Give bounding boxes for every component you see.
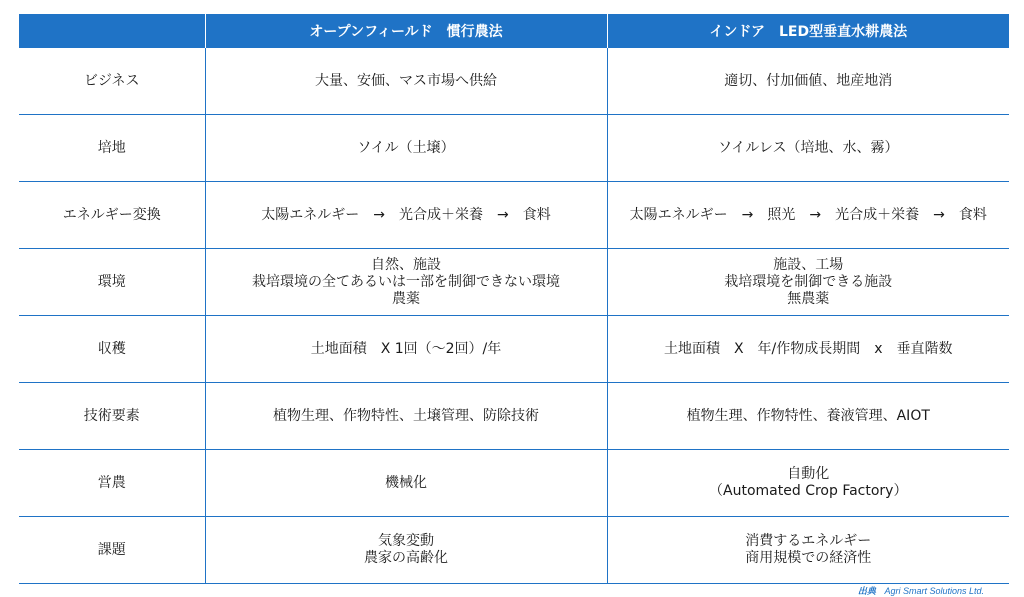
header-open-field: オープンフィールド 慣行農法: [205, 14, 607, 48]
cell-line: ソイルレス（培地、水、霧）: [717, 139, 899, 156]
cell-line: 植物生理、作物特性、土壌管理、防除技術: [273, 407, 539, 424]
open-field-cell: [205, 316, 607, 383]
table-row: [19, 249, 1009, 316]
row-label: 技術要素: [19, 383, 205, 450]
table-body: [19, 48, 1009, 584]
row-label: 培地: [19, 115, 205, 182]
open-field-cell: [205, 48, 607, 115]
cell-line: 土地面積 X 年/作物成長期間 x 垂直階数: [663, 340, 953, 357]
cell-line: 農薬: [392, 290, 420, 307]
cell-line: 自然、施設: [371, 256, 441, 273]
table-row: [19, 115, 1009, 182]
open-field-cell: [205, 182, 607, 249]
table-row: [19, 182, 1009, 249]
open-field-cell: [205, 450, 607, 517]
open-field-cell: [205, 383, 607, 450]
cell-line: 消費するエネルギー: [745, 533, 872, 549]
cell-line: 太陽エネルギー → 光合成＋栄養 → 食料: [261, 206, 551, 223]
cell-line: 無農薬: [787, 290, 830, 307]
indoor-led-cell: [607, 249, 1009, 316]
indoor-led-cell: [607, 115, 1009, 182]
open-field-cell: [205, 517, 607, 584]
table-row: [19, 48, 1009, 115]
cell-line: （Automated Crop Factory）: [709, 483, 908, 499]
cell-line: 施設、工場: [773, 256, 844, 273]
cell-line: 大量、安価、マス市場へ供給: [315, 72, 497, 89]
cell-line: 自動化: [787, 466, 830, 482]
open-field-cell: [205, 115, 607, 182]
cell-line: 栽培環境の全てあるいは一部を制御できない環境: [252, 273, 560, 290]
table-row: [19, 450, 1009, 517]
indoor-led-cell: [607, 517, 1009, 584]
row-label: 環境: [19, 249, 205, 316]
row-label: 営農: [19, 450, 205, 517]
cell-line: 機械化: [385, 474, 427, 491]
table-row: [19, 517, 1009, 584]
cell-line: 商用規模での経済性: [745, 550, 872, 566]
table-row: [19, 316, 1009, 383]
source-text: Agri Smart Solutions Ltd.: [884, 586, 984, 596]
row-label: エネルギー変換: [19, 182, 205, 249]
row-label: 課題: [19, 517, 205, 584]
comparison-table: [19, 14, 1009, 584]
header-empty: [19, 14, 205, 48]
source-credit: [858, 584, 984, 597]
cell-line: 栽培環境を制御できる施設: [724, 273, 893, 290]
cell-line: 農家の高齢化: [364, 550, 448, 566]
source-label: 出典: [857, 586, 876, 596]
indoor-led-cell: [607, 383, 1009, 450]
indoor-led-cell: [607, 182, 1009, 249]
open-field-cell: [205, 249, 607, 316]
cell-line: ソイル（土壌）: [357, 139, 455, 156]
cell-line: 適切、付加価値、地産地消: [724, 72, 893, 89]
indoor-led-cell: [607, 48, 1009, 115]
table-row: [19, 383, 1009, 450]
header-row: [19, 14, 1009, 48]
cell-line: 植物生理、作物特性、養液管理、AIOT: [686, 407, 930, 424]
indoor-led-cell: [607, 316, 1009, 383]
row-label: 収穫: [19, 316, 205, 383]
cell-line: 気象変動: [378, 533, 434, 549]
row-label: ビジネス: [19, 48, 205, 115]
cell-line: 土地面積 X 1回（～2回）/年: [310, 340, 502, 357]
cell-line: 太陽エネルギー → 照光 → 光合成＋栄養 → 食料: [629, 206, 987, 223]
header-indoor-led: インドア LED型垂直水耕農法: [607, 14, 1009, 48]
indoor-led-cell: [607, 450, 1009, 517]
